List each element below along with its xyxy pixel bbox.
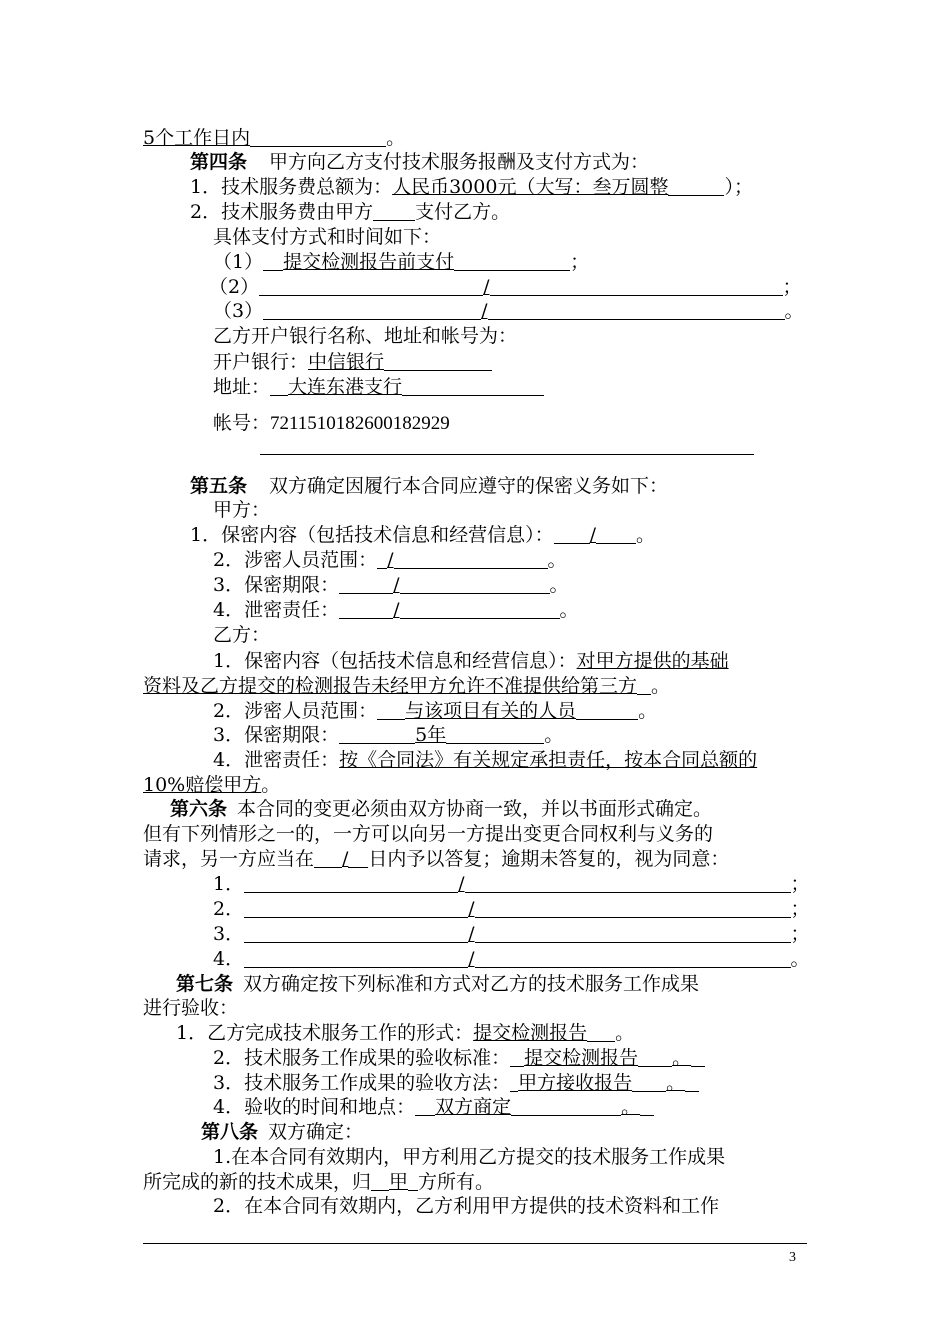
line-article-8-2: 2．在本合同有效期内，乙方利用甲方提供的技术资料和工作: [213, 1195, 720, 1217]
line-payment-3: （3） / 。: [213, 300, 804, 322]
line-1: 5个工作日内 。: [143, 127, 406, 149]
line-b-conf-content: 1．保密内容（包括技术信息和经营信息）：对甲方提供的基础: [213, 650, 729, 672]
article-6-heading: 第六条 本合同的变更必须由双方协商一致，并以书面形式确定。: [170, 798, 713, 820]
line-article-8-1-cont: 所完成的新的技术成果，归 甲 方所有。: [143, 1171, 495, 1193]
bank-name-value: 中信银行: [308, 351, 385, 373]
line-fee-payer: 2．技术服务费由甲方 支付乙方。: [190, 201, 511, 223]
fee-total-value: 人民币3000元（大写：叁万圆整: [392, 176, 669, 198]
line-fee-total: 1．技术服务费总额为：人民币3000元（大写：叁万圆整 ）；: [190, 176, 753, 198]
article-7-heading: 第七条 双方确定按下列标准和方式对乙方的技术服务工作成果: [176, 973, 700, 995]
line-payment-2: （2） / ；: [209, 276, 802, 298]
account-number: 7211510182600182929: [270, 413, 450, 434]
line-article-6-3: 请求，另一方应当在 / 日内予以答复；逾期未答复的，视为同意：: [143, 848, 730, 870]
line-bank-address: 地址： 大连东港支行: [213, 375, 544, 399]
bank-address-value: 大连东港支行: [288, 376, 403, 398]
article-4-heading: 第四条 甲方向乙方支付技术服务报酬及支付方式为：: [190, 151, 650, 173]
line-article-7-2: 进行验收：: [143, 997, 239, 1019]
line-accept-standard: 2．技术服务工作成果的验收标准： 提交检测报告 。: [213, 1046, 705, 1070]
line-a-conf-content: 1．保密内容（包括技术信息和经营信息）： / 。: [190, 524, 656, 546]
line-change-2: 2． / ；: [213, 898, 810, 920]
line-change-1: 1． / ；: [213, 873, 810, 895]
article-5-heading: 第五条 双方确定因履行本合同应遵守的保密义务如下：: [190, 475, 669, 497]
line-article-6-2: 但有下列情形之一的，一方可以向另一方提出变更合同权利与义务的: [143, 823, 714, 845]
line-article-8-1: 1.在本合同有效期内，甲方利用乙方提交的技术服务工作成果: [213, 1146, 726, 1168]
line-account: 帐号：7211510182600182929: [213, 412, 450, 434]
payment-1-value: 提交检测报告前支付: [283, 251, 455, 273]
line-a-conf-period: 3．保密期限： / 。: [213, 574, 569, 596]
line-change-3: 3． / ；: [213, 923, 810, 945]
line-accept-method: 3．技术服务工作成果的验收方法： 甲方接收报告 。: [213, 1071, 699, 1095]
line-b-conf-personnel: 2．涉密人员范围： 与该项目有关的人员 。: [213, 700, 658, 722]
line-a-conf-liability: 4．泄密责任： / 。: [213, 599, 579, 621]
line-payment-method: 具体支付方式和时间如下：: [213, 226, 442, 248]
line-accept-form: 1．乙方完成技术服务工作的形式：提交检测报告 。: [176, 1022, 635, 1044]
line-accept-time: 4．验收的时间和地点： 双方商定 。: [213, 1095, 654, 1119]
party-a-label: 甲方：: [213, 499, 271, 521]
line-change-4: 4． / 。: [213, 948, 810, 970]
line-payment-1: （1） 提交检测报告前支付 ；: [213, 251, 590, 273]
footer-rule: [143, 1243, 807, 1244]
page-number: 3: [789, 1250, 796, 1265]
line-b-conf-content-cont: 资料及乙方提交的检测报告未经甲方允许不准提供给第三方 。: [143, 675, 671, 697]
article-8-heading: 第八条 双方确定：: [201, 1121, 364, 1143]
line-a-conf-personnel: 2．涉密人员范围： / 。: [213, 549, 567, 571]
line-b-conf-period: 3．保密期限： 5年 。: [213, 724, 564, 746]
account-underline: [260, 454, 754, 455]
line-bank-intro: 乙方开户银行名称、地址和帐号为：: [213, 325, 518, 347]
line-b-conf-liability-cont: 10%赔偿甲方。: [143, 774, 281, 796]
line-bank-name: 开户银行：中信银行: [213, 350, 492, 374]
line-b-conf-liability: 4．泄密责任：按《合同法》有关规定承担责任，按本合同总额的: [213, 749, 758, 771]
party-b-label: 乙方：: [213, 624, 271, 646]
deadline-text: 5个工作日内: [143, 127, 251, 149]
